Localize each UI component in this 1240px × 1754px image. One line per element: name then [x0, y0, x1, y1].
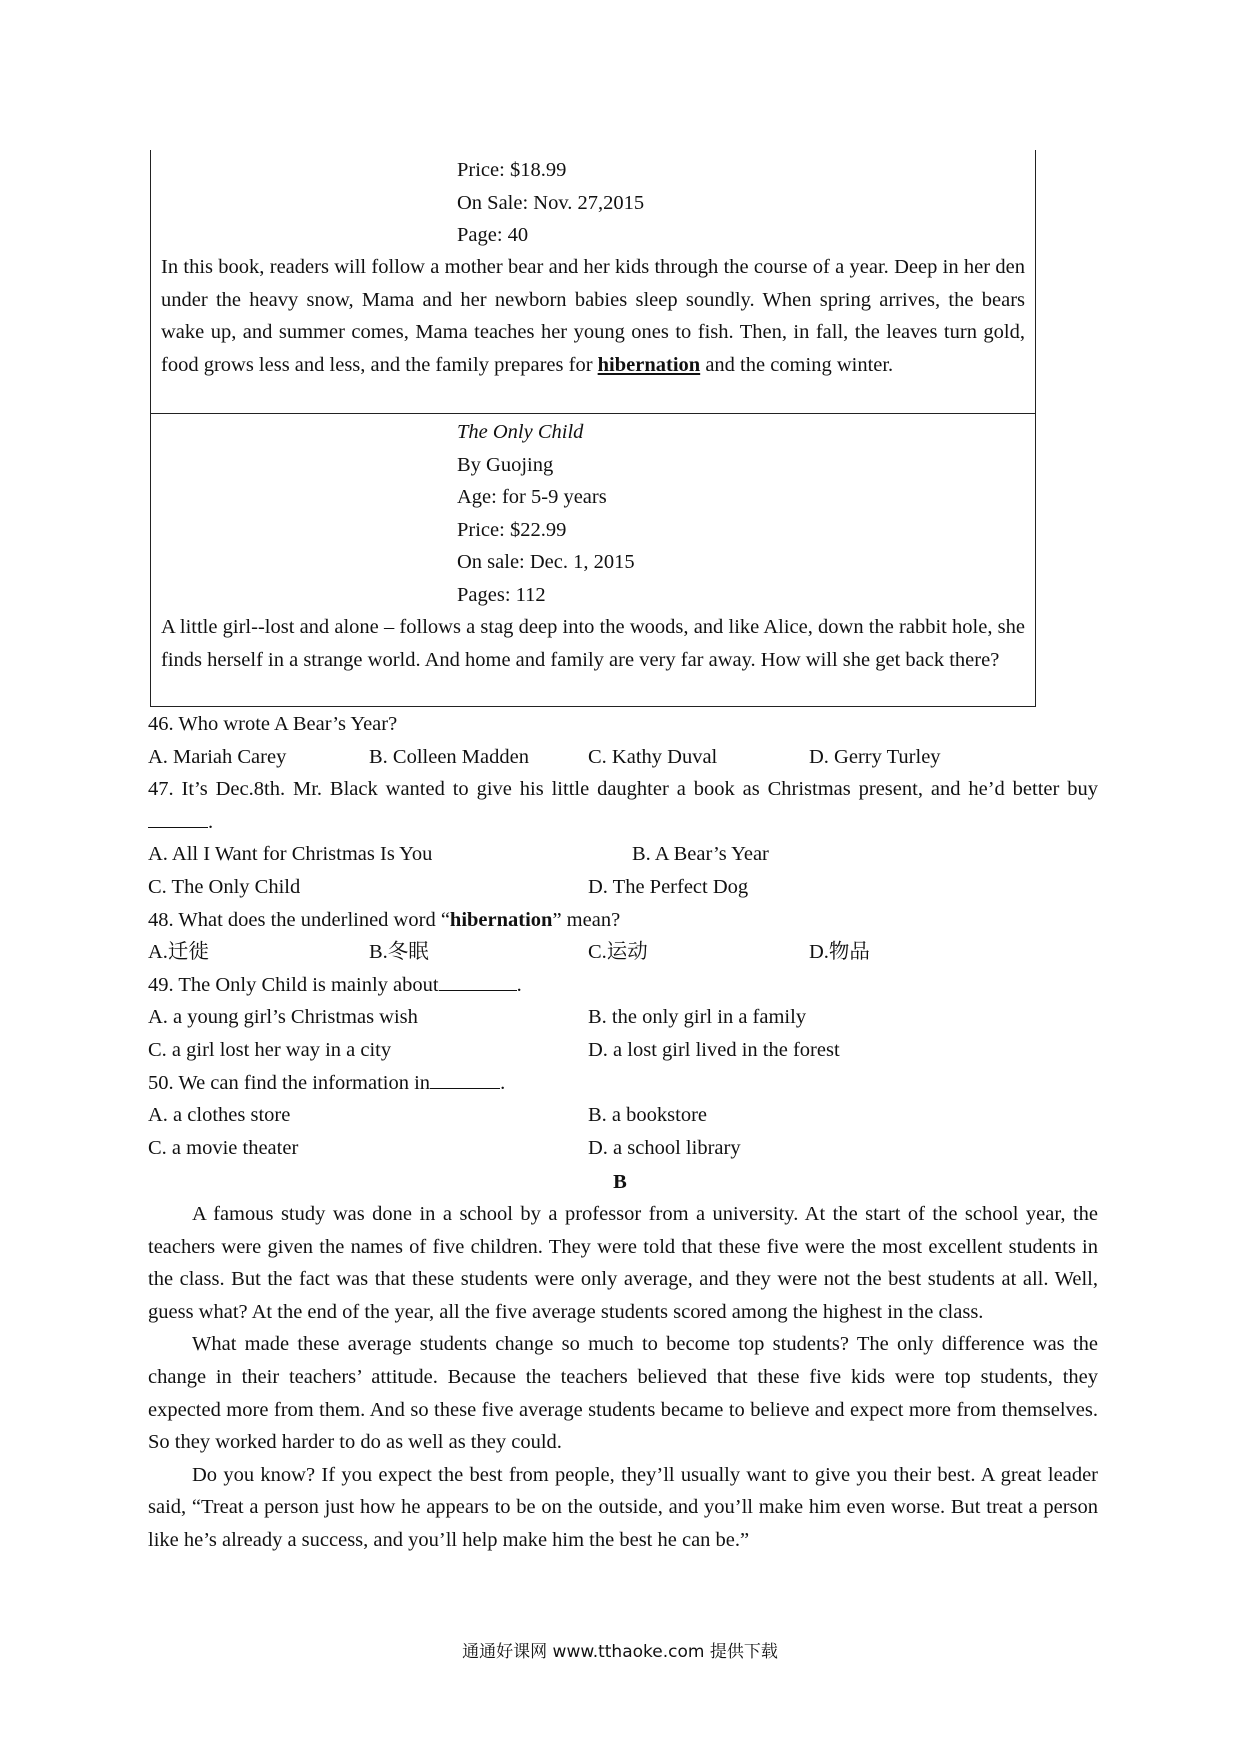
book-price: Price: $22.99: [457, 518, 567, 541]
book-meta: [457, 416, 635, 611]
page-footer: 通通好课网 www.tthaoke.com 提供下载: [462, 1642, 778, 1662]
option-b: B. a bookstore: [588, 1104, 707, 1127]
option-b: B. Colleen Madden: [369, 745, 529, 768]
question-48-stem: [148, 904, 1098, 937]
book-on-sale: On sale: Dec. 1, 2015: [457, 551, 635, 573]
option-b: B. the only girl in a family: [588, 1006, 807, 1029]
book-listing-table: [150, 150, 1036, 707]
question-49-options-row2: [148, 1034, 1098, 1067]
underlined-word: hibernation: [597, 353, 701, 376]
option-d: D. The Perfect Dog: [588, 875, 749, 898]
book-description: A little girl--lost and alone – follows a stag deep into the woods, and like Alice, down the rabbit hole, she finds herself in a strange world. And home and family are very far away. How will she get back there?: [161, 616, 1025, 671]
book-entry-the-only-child: [150, 413, 1036, 707]
option-a: A. a young girl’s Christmas wish: [148, 1006, 418, 1029]
question-47-stem: [148, 773, 1098, 838]
stem-text: ” mean?: [552, 908, 621, 931]
stem-end: .: [516, 973, 522, 996]
book-entry-a-bears-year: [150, 150, 1036, 413]
stem-text: 49. The Only Child is mainly about: [148, 973, 439, 996]
question-49-stem: [148, 969, 1098, 1002]
paragraph: Do you know? If you expect the best from people, they’ll usually want to give you their best. A great leader said, “Treat a person just how he appears to be on the outside, and you’ll make him even worse. But treat a person like he’s already a success, and you’ll help make him the best he can be.”: [148, 1463, 1098, 1551]
option-d: D. a school library: [588, 1136, 741, 1159]
question-47-options-row1: [148, 838, 1098, 871]
option-a: A. Mariah Carey: [148, 745, 287, 768]
question-46-options: [148, 741, 1098, 774]
option-d: D.物品: [809, 941, 870, 964]
stem-keyword: hibernation: [449, 908, 553, 931]
option-c: C. a girl lost her way in a city: [148, 1038, 392, 1061]
question-46-stem: 46. Who wrote A Bear’s Year?: [148, 713, 398, 735]
answer-blank: [148, 807, 208, 828]
paragraph: What made these average students change so much to become top students? The only difference was the change in their teachers’ attitude. Because the teachers believed that these five kids were top students, they expected more from them. And so these five average students became to believe and expect more from themselves. So they worked harder to do as well as they could.: [148, 1333, 1098, 1454]
book-age: Age: for 5-9 years: [457, 486, 607, 508]
book-pages: Page: 40: [457, 224, 529, 246]
book-price: Price: $18.99: [457, 159, 567, 181]
question-50-options-row2: [148, 1132, 1098, 1165]
question-50-stem: [148, 1067, 1098, 1100]
stem-end: .: [500, 1071, 506, 1094]
stem-end: .: [208, 810, 214, 833]
option-c: C. The Only Child: [148, 875, 301, 898]
question-50-options-row1: [148, 1099, 1098, 1132]
book-meta: [457, 154, 644, 252]
answer-blank: [430, 1068, 500, 1089]
question-list: [148, 708, 1098, 1164]
section-heading: B: [613, 1171, 627, 1193]
option-a: A.迁徙: [148, 941, 209, 964]
option-c: C. a movie theater: [148, 1136, 299, 1159]
option-c: C.运动: [588, 941, 648, 964]
book-pages: Pages: 112: [457, 583, 546, 606]
question-49-options-row1: [148, 1001, 1098, 1034]
option-a: A. a clothes store: [148, 1104, 291, 1127]
book-description: [161, 251, 1025, 381]
answer-blank: [439, 970, 517, 991]
paragraph: A famous study was done in a school by a professor from a university. At the start of the school year, the teachers were given the names of five children. They were told that these five were the most excellent students in the class. But the fact was that these students were only average, and they were not the best students at all. Well, guess what? At the end of the year, all the five average students scored among the highest in the class.: [148, 1203, 1098, 1323]
book-on-sale: On Sale: Nov. 27,2015: [457, 191, 645, 214]
question-48-options: [148, 936, 1098, 969]
stem-text: 50. We can find the information in: [148, 1071, 431, 1094]
option-b: B.冬眠: [369, 941, 429, 964]
option-b: B. A Bear’s Year: [632, 843, 769, 866]
option-c: C. Kathy Duval: [588, 745, 718, 768]
stem-text: 47. It’s Dec.8th. Mr. Black wanted to give his little daughter a book as Christmas present, and he’d better buy: [148, 778, 1098, 801]
stem-text: 48. What does the underlined word “: [148, 908, 450, 931]
option-a: A. All I Want for Christmas Is You: [148, 843, 433, 866]
book-author: By Guojing: [457, 453, 554, 476]
option-d: D. a lost girl lived in the forest: [588, 1038, 840, 1061]
desc-text: and the coming winter.: [700, 353, 894, 376]
question-47-options-row2: [148, 871, 1098, 904]
option-d: D. Gerry Turley: [809, 745, 941, 768]
desc-text: In this book, readers will follow a mother bear and her kids through the course of a year. Deep in her den under the heavy snow, Mama and her newborn babies sleep soundly. When spring arrives, the bears wake up, and summer comes, Mama teaches her young ones to fish. Then, in fall, the leaves turn gold, food grows less and less, and the family prepares for: [161, 256, 1025, 376]
book-title: The Only Child: [457, 421, 584, 443]
reading-passage: [148, 1198, 1098, 1557]
